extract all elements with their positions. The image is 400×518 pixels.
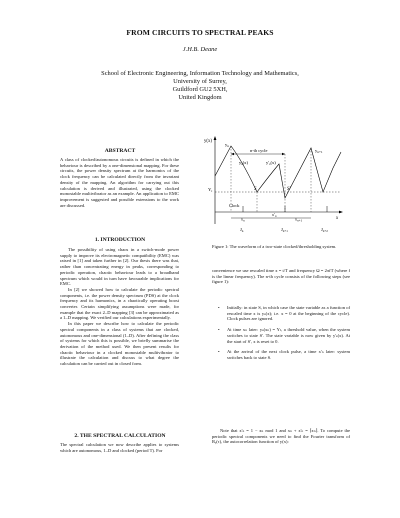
list-item: [218, 327, 350, 344]
yn-label: $y_n$: [225, 142, 229, 149]
intro-heading: 1. INTRODUCTION: [94, 237, 146, 243]
jn2-label: $J_{n+2}$: [321, 227, 328, 234]
list-item: [218, 349, 350, 360]
affiliation-line: United Kingdom: [178, 94, 222, 101]
clock-label: Clock: [229, 203, 240, 208]
intro-paragraph-3: In this paper we describe how to calculate the periodic spectral components in a class of systems that are clocked, autonomous and one-dimensional (1–D). After defining the class of systems for which this is possible, we briefly summarise the derivation of the method used. We then present results for chaotic behaviour in a clocked monostable multivibrator to illustrate the calculation and discuss to what degree the calculation can be carried out in closed form.: [60, 321, 179, 367]
bullet-icon: •: [218, 305, 220, 310]
right-text-intro: [212, 268, 350, 285]
ys-label: $y_s(x)$: [239, 160, 248, 167]
paper-title: FROM CIRCUITS TO SPECTRAL PEAKS: [126, 28, 274, 37]
x-axis-label: x: [336, 216, 339, 221]
xn-label: $x_n$: [241, 216, 245, 223]
abstract-text: [60, 157, 179, 208]
spectral-paragraph: The spectral calculation we now describe applies to systems which are autonomous, 1–D and clocked (period T). For: [60, 442, 179, 453]
jn1-label: $J_{n+1}$: [281, 227, 288, 234]
intro-paragraph-2: In [2] we showed how to calculate the periodic spectral components, i.e. the power density spectrum (PDS) at the clock frequency and its harmonics, in a chaotically operating boost converter. Certain simplifying assumptions were made, for example that the exact 2–D mapping [3] can be approximated as a 1–D mapping. We verified our calculations experimentally.: [60, 286, 179, 321]
threshold-label: $Y_t$: [208, 187, 213, 194]
steps-list: [218, 305, 350, 361]
state-s-label: S: [254, 187, 257, 192]
y-axis-arrow: [214, 136, 217, 140]
abstract-paragraph: A class of clocked/autonomous circuits is defined in which the behaviour is described by a one-dimensional mapping. For these circuits, the power density spectrum at the harmonics of the clock frequency can be calculated directly from the invariant density of the mapping. An algorithm for carrying out this calculation is derived and illustrated, using the clocked monostable multivibrator as an example. An application to EMC improvement is suggested and possible extensions to the work are discussed.: [60, 157, 179, 208]
affiliation: [0, 70, 400, 102]
step-initial: Initially: in state S, in which case the state variable as a function of rescaled time x is yₛ(x); i.e. x = 0 at the beginning of the cycle). Clock pulses are ignored.: [227, 305, 350, 322]
list-item: [218, 305, 350, 322]
spectral-text: [60, 442, 179, 453]
figure-caption: Figure 1: The waveform of a two-state clocked/thresholding system.: [212, 244, 337, 249]
right-paragraph-1: convenience we use rescaled time x = t/T and frequency Ω = 2πfT (where f is the linear frequency). The n-th cycle consists of the following steps (see figure 1):: [212, 268, 350, 285]
intro-paragraph-1: The possibility of using chaos in a switch-mode power supply to improve its electromagnetic compatibility (EMC) was raised in [1] and taken further in [2]. Our thesis there was that, rather than concentrating energy in peaks, corresponding to periodic operation, chaotic behaviour leads to a broadband spectrum which would in turn have favourable implications for EMC.: [60, 247, 179, 287]
step-threshold: At time xₙ later: yₛ(xₙ) = Yₜ, a threshold value, when the system switches to state S'. The state variable is now given by y'ₛ(x). At the start of S', x is reset to 0.: [227, 327, 350, 344]
affiliation-line: Guildford GU2 5XH,: [172, 86, 228, 93]
right-paragraph-2: Note that x'ₙ = 1 − xₙ mod 1 and xₙ + x'ₙ = ⌈xₙ⌉. To compute the periodic spectral components we need to find the Fourier transform of Rᵧ(τ), the autocorrelation function of y(x):: [212, 428, 350, 445]
jn-label: $J_n$: [240, 227, 244, 234]
bullet-icon: •: [218, 327, 220, 333]
author: J.H.B. Deane: [182, 46, 218, 53]
affiliation-line: University of Surrey,: [173, 78, 227, 85]
yn1-label: $y_{n+1}$: [315, 148, 323, 155]
affiliation-line: School of Electronic Engineering, Information Technology and Mathematics,: [101, 70, 299, 77]
bullet-icon: •: [218, 349, 220, 355]
xn1-label: $x_{n+1}$: [295, 216, 303, 223]
cycle-label: n-th cycle: [250, 148, 268, 153]
abstract-heading: ABSTRACT: [104, 148, 136, 154]
intro-text: [60, 247, 179, 367]
waveform-figure: [203, 134, 348, 240]
state-sp-label: S': [287, 187, 291, 192]
spectral-heading: 2. THE SPECTRAL CALCULATION: [74, 433, 166, 439]
xnp-label: $x'_n$: [272, 212, 277, 219]
right-text-note: [212, 428, 350, 445]
ysp-label: $y'_s(x)$: [266, 160, 276, 167]
step-clock: At the arrival of the next clock pulse, a time x'ₙ later: system switches back to state S.: [227, 349, 350, 360]
y-axis-label: y(x): [204, 139, 212, 144]
x-axis-arrow: [339, 211, 343, 214]
